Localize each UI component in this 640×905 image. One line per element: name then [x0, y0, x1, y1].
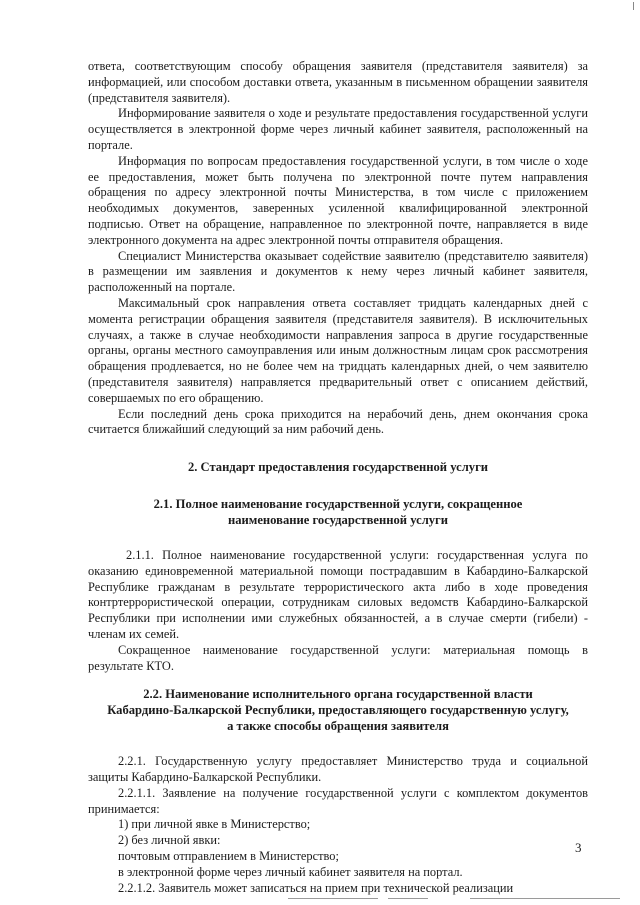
scan-mark	[633, 2, 634, 10]
page-number: 3	[575, 840, 582, 855]
section-2-1-heading	[88, 496, 588, 528]
section-2-2-heading-line: Кабардино-Балкарской Республики, предоставляющего государственную услугу,	[107, 703, 569, 718]
paragraph-max-term: Максимальный срок направления ответа составляет тридцать календарных дней с момента регистрации обращения заявителя (представителя заявителя). В исключительных случаях, а также в случае необходимости направления запроса в другие государственные органы, органы местного самоуправления или иным должностным лицам срок рассмотрения обращения продлевается, но не более чем на тридцать календарных дней, о чем заявителю (представителя заявителя) направляется предварительный ответ с описанием действий, совершаемых по его обращению.	[88, 295, 588, 405]
list-item: в электронной форме через личный кабинет заявителя на портал.	[118, 864, 463, 879]
paragraph-short-name: Сокращенное наименование государственной услуги: материальная помощь в результате КТО.	[88, 642, 588, 673]
list-item: почтовым отправлением в Министерство;	[118, 849, 339, 864]
paragraph-continuation: ответа, соответствующим способу обращения заявителя (представителя заявителя) за информацией, или способом доставки ответа, указанным в письменном обращении заявителя (представителя заявителя).	[88, 59, 588, 105]
paragraph-informing: Информирование заявителя о ходе и результате предоставления государственной услуги осуществляется в электронной форме через личный кабинет заявителя, расположенный на портале.	[88, 106, 588, 152]
list-item: 1) при личной явке в Министерство;	[118, 817, 311, 832]
paragraph-email-info: Информация по вопросам предоставления государственной услуги, в том числе о ходе ее предоставления, может быть получена по электронной почте путем направления обращения по адресу электронной почты Министерства, в том числе с приложением необходимых документов, заверенных усиленной квалифицированной электронной подписью. Ответ на обращение, направленное по электронной почте, направляется в виде электронного документа на адрес электронной почты отправителя обращения.	[88, 153, 588, 247]
list-item: 2) без личной явки:	[118, 833, 221, 848]
section-2-2-heading-line: а также способы обращения заявителя	[227, 719, 449, 734]
paragraph-full-name: 2.1.1. Полное наименование государственной услуги: государственная услуга по оказанию единовременной материальной помощи пострадавшим в Кабардино-Балкарской Республике гражданам в результате террористического акта либо в ходе проведения контртеррористической операции, сотрудникам силовых ведомств Кабардино-Балкарской Республики при исполнении ими служебных обязанностей, а в случае смерти (гибели) - членам их семей.	[88, 547, 588, 641]
scan-artifact	[470, 898, 620, 899]
scan-artifact	[288, 898, 378, 899]
scan-artifact	[388, 898, 428, 899]
section-2-heading: 2. Стандарт предоставления государственной услуги	[187, 460, 489, 475]
section-2-2-heading-line: 2.2. Наименование исполнительного органа государственной власти	[143, 687, 533, 702]
paragraph-application: 2.2.1.1. Заявление на получение государственной услуги с комплектом документов принимается:	[88, 785, 588, 816]
paragraph-last-day: Если последний день срока приходится на нерабочий день, днем окончания срока считается ближайший следующий за ним рабочий день.	[88, 406, 588, 437]
paragraph-specialist: Специалист Министерства оказывает содействие заявителю (представителю заявителя) в размещении им заявления и документов к нему через личный кабинет заявителя, расположенный на портале.	[88, 248, 588, 295]
page-body	[88, 59, 588, 896]
paragraph-provider: 2.2.1. Государственную услугу предоставляет Министерство труда и социальной защиты Кабардино-Балкарской Республики.	[88, 754, 588, 785]
paragraph-appointment: 2.2.1.2. Заявитель может записаться на прием при технической реализации	[118, 880, 514, 895]
section-2-1-heading-line: 2.1. Полное наименование государственной услуги, сокращенное	[153, 496, 523, 511]
section-2-1-heading-line: наименование государственной услуги	[227, 512, 449, 527]
section-2-2-heading	[88, 686, 588, 734]
